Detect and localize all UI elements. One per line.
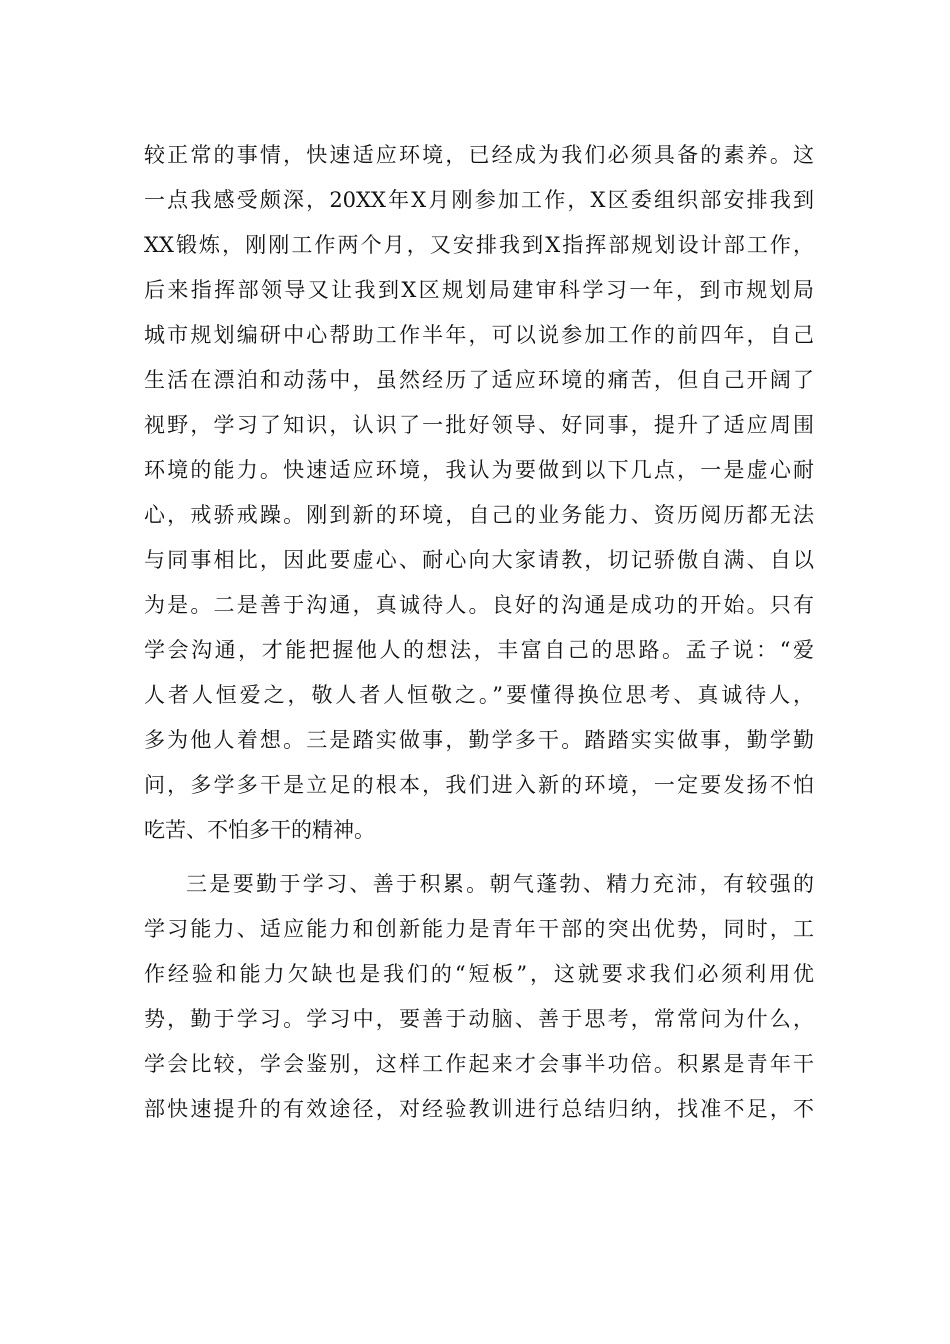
text-line: 作经验和能力欠缺也是我们的“短板”，这就要求我们必须利用优	[144, 962, 814, 986]
text-line: 三是要勤于学习、善于积累。朝气蓬勃、精力充沛，有较强的	[186, 872, 814, 896]
text-line: 较正常的事情，快速适应环境，已经成为我们必须具备的素养。这	[144, 143, 814, 167]
text-line: 城市规划编研中心帮助工作半年，可以说参加工作的前四年，自己	[144, 323, 814, 347]
body-text	[144, 133, 814, 1132]
text-line: 与同事相比，因此要虚心、耐心向大家请教，切记骄傲自满、自以	[144, 548, 814, 572]
paragraph-2	[144, 862, 814, 1132]
text-line: 后来指挥部领导又让我到X区规划局建审科学习一年，到市规划局	[144, 278, 814, 302]
text-line: 生活在漂泊和动荡中，虽然经历了适应环境的痛苦，但自己开阔了	[144, 368, 814, 392]
text-line: 问，多学多干是立足的根本，我们进入新的环境，一定要发扬不怕	[144, 773, 814, 797]
text-line: 势，勤于学习。学习中，要善于动脑、善于思考，常常问为什么，	[144, 1007, 814, 1031]
paragraph-gap	[144, 853, 814, 862]
text-line: XX锻炼，刚刚工作两个月，又安排我到X指挥部规划设计部工作，	[144, 233, 814, 257]
text-line: 学会比较，学会鉴别，这样工作起来才会事半功倍。积累是青年干	[144, 1052, 814, 1076]
text-line: 多为他人着想。三是踏实做事，勤学多干。踏踏实实做事，勤学勤	[144, 728, 814, 752]
paragraph-1	[144, 133, 814, 853]
text-line: 心，戒骄戒躁。刚到新的环境，自己的业务能力、资历阅历都无法	[144, 503, 814, 527]
text-line: 视野，学习了知识，认识了一批好领导、好同事，提升了适应周围	[144, 413, 814, 437]
text-line: 人者人恒爱之，敬人者人恒敬之。”要懂得换位思考、真诚待人，	[144, 683, 814, 707]
text-line: 环境的能力。快速适应环境，我认为要做到以下几点，一是虚心耐	[144, 458, 814, 482]
text-line: 部快速提升的有效途径，对经验教训进行总结归纳，找准不足，不	[144, 1097, 814, 1121]
text-line: 为是。二是善于沟通，真诚待人。良好的沟通是成功的开始。只有	[144, 593, 814, 617]
text-line: 吃苦、不怕多干的精神。	[144, 818, 375, 842]
text-line: 一点我感受颇深，20XX年X月刚参加工作，X区委组织部安排我到	[144, 188, 814, 212]
text-line: 学习能力、适应能力和创新能力是青年干部的突出优势，同时，工	[144, 917, 814, 941]
text-line: 学会沟通，才能把握他人的想法，丰富自己的思路。孟子说：“爱	[144, 638, 814, 662]
